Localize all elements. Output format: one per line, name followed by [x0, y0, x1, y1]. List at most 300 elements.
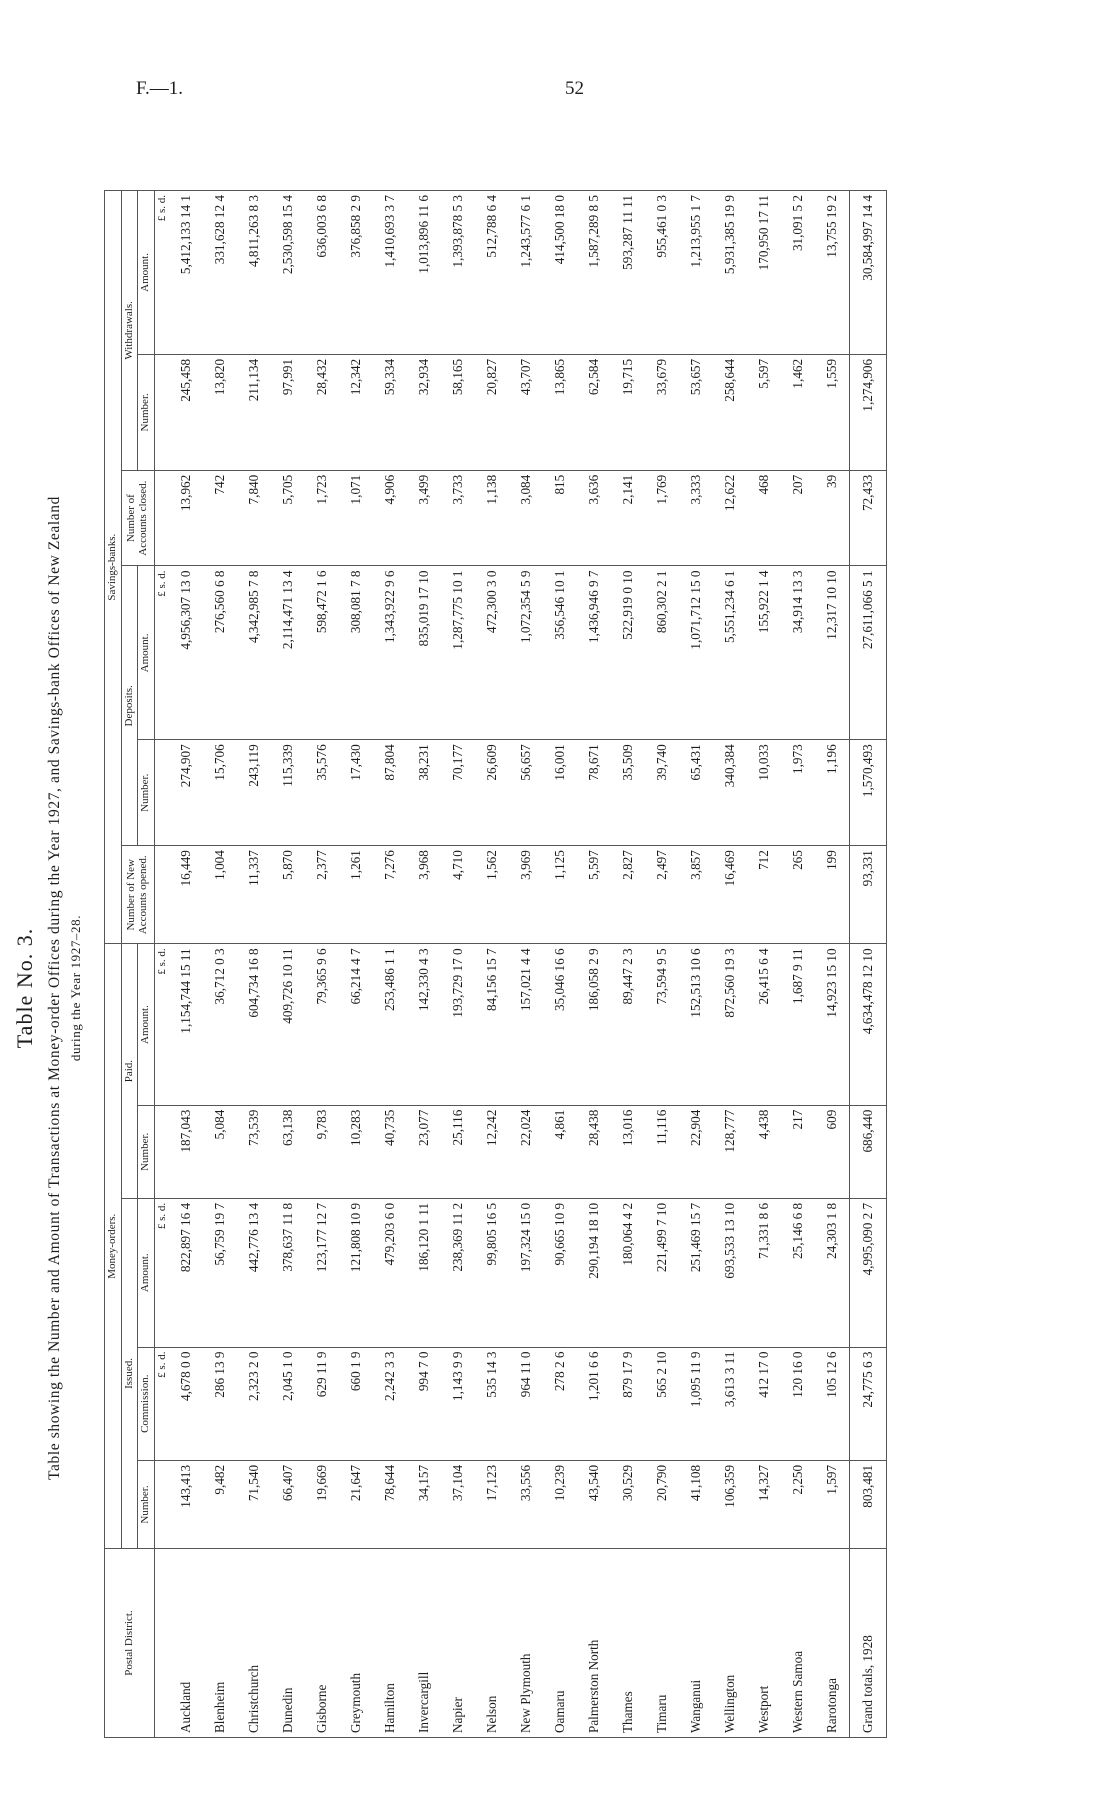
deposits-amount-cell: 1,343,922 9 6 [373, 566, 407, 740]
paid-amount-header: Amount. [138, 944, 155, 1105]
paid-number-cell: 187,043 [169, 1105, 203, 1198]
page-number: 52 [565, 78, 584, 99]
issued-commission-cell: 879 17 9 [611, 1347, 645, 1460]
district-cell: Gisborne [305, 1549, 339, 1738]
paid-number-cell: 686,440 [849, 1105, 886, 1198]
deposits-number-cell: 115,339 [271, 740, 305, 846]
paid-number-cell: 217 [781, 1105, 815, 1198]
new-accounts-cell: 1,261 [339, 846, 373, 944]
paid-amount-cell: 1,687 9 11 [781, 944, 815, 1105]
paid-number-cell: 73,539 [237, 1105, 271, 1198]
withdrawals-amount-cell: 31,091 5 2 [781, 191, 815, 355]
district-cell: Thames [611, 1549, 645, 1738]
table-row [407, 191, 441, 1738]
table-label: Table No. 3. [12, 927, 37, 1049]
deposits-amount-cell: 5,551,234 6 1 [713, 566, 747, 740]
issued-number-cell: 106,359 [713, 1460, 747, 1548]
district-cell: New Plymouth [509, 1549, 543, 1738]
district-cell: Nelson [475, 1549, 509, 1738]
deposits-number-header: Number. [138, 740, 155, 846]
withdrawals-amount-cell: 30,584,997 14 4 [849, 191, 886, 355]
paid-number-cell: 12,242 [475, 1105, 509, 1198]
issued-number-cell: 2,250 [781, 1460, 815, 1548]
paid-amount-cell: 79,365 9 6 [305, 944, 339, 1105]
deposits-number-cell: 1,570,493 [849, 740, 886, 846]
issued-amount-cell: 378,637 11 8 [271, 1198, 305, 1347]
new-accounts-cell: 16,449 [169, 846, 203, 944]
new-accounts-cell: 3,857 [679, 846, 713, 944]
deposits-amount-cell: 4,956,307 13 0 [169, 566, 203, 740]
withdrawals-number-cell: 19,715 [611, 354, 645, 470]
units-label: £ s. d. [154, 1347, 169, 1460]
withdrawals-amount-cell: 4,811,263 8 3 [237, 191, 271, 355]
withdrawals-amount-cell: 5,931,385 19 9 [713, 191, 747, 355]
deposits-amount-header: Amount. [138, 566, 155, 740]
withdrawals-number-cell: 245,458 [169, 354, 203, 470]
issued-amount-cell: 123,177 12 7 [305, 1198, 339, 1347]
accounts-closed-cell: 3,333 [679, 470, 713, 566]
paid-number-header: Number. [138, 1105, 155, 1198]
table-row [543, 191, 577, 1738]
accounts-closed-cell: 4,906 [373, 470, 407, 566]
issued-amount-cell: 56,759 19 7 [203, 1198, 237, 1347]
withdrawals-amount-cell: 414,500 18 0 [543, 191, 577, 355]
district-cell: Wanganui [679, 1549, 713, 1738]
issued-amount-cell: 479,203 6 0 [373, 1198, 407, 1347]
accounts-closed-header: Number of Accounts closed. [121, 470, 154, 566]
withdrawals-amount-cell: 13,755 19 2 [815, 191, 850, 355]
savings-banks-header: Savings-banks. [105, 191, 122, 944]
issued-amount-cell: 822,897 16 4 [169, 1198, 203, 1347]
withdrawals-amount-cell: 1,393,878 5 3 [441, 191, 475, 355]
district-cell: Timaru [645, 1549, 679, 1738]
deposits-number-cell: 17,430 [339, 740, 373, 846]
issued-commission-cell: 1,201 6 6 [577, 1347, 611, 1460]
withdrawals-amount-cell: 1,587,289 8 5 [577, 191, 611, 355]
withdrawals-amount-cell: 1,213,955 1 7 [679, 191, 713, 355]
deposits-amount-cell: 276,560 6 8 [203, 566, 237, 740]
issued-commission-cell: 278 2 6 [543, 1347, 577, 1460]
deposits-amount-cell: 12,317 10 10 [815, 566, 850, 740]
grand-totals-row [849, 191, 886, 1738]
accounts-closed-cell: 3,636 [577, 470, 611, 566]
deposits-number-cell: 65,431 [679, 740, 713, 846]
issued-amount-cell: 99,805 16 5 [475, 1198, 509, 1347]
accounts-closed-cell: 5,705 [271, 470, 305, 566]
withdrawals-number-cell: 33,679 [645, 354, 679, 470]
deposits-amount-cell: 1,287,775 10 1 [441, 566, 475, 740]
rotated-table-page [0, 158, 1114, 1778]
district-cell: Hamilton [373, 1549, 407, 1738]
issued-amount-cell: 251,469 15 7 [679, 1198, 713, 1347]
units-label: £ s. d. [154, 944, 169, 1105]
issued-number-cell: 71,540 [237, 1460, 271, 1548]
deposits-number-cell: 39,740 [645, 740, 679, 846]
header-row-columns [138, 191, 155, 1738]
issued-amount-cell: 238,369 11 2 [441, 1198, 475, 1347]
issued-commission-cell: 2,323 2 0 [237, 1347, 271, 1460]
withdrawals-header: Withdrawals. [121, 191, 138, 471]
units-label: £ s. d. [154, 1198, 169, 1347]
header-row-subgroups [121, 191, 138, 1738]
issued-commission-cell: 535 14 3 [475, 1347, 509, 1460]
withdrawals-amount-cell: 955,461 0 3 [645, 191, 679, 355]
paid-number-cell: 63,138 [271, 1105, 305, 1198]
issued-commission-cell: 3,613 3 11 [713, 1347, 747, 1460]
deposits-amount-cell: 155,922 1 4 [747, 566, 781, 740]
deposits-number-cell: 340,384 [713, 740, 747, 846]
paid-number-cell: 10,283 [339, 1105, 373, 1198]
paid-amount-cell: 73,594 9 5 [645, 944, 679, 1105]
accounts-closed-cell: 3,499 [407, 470, 441, 566]
issued-number-cell: 43,540 [577, 1460, 611, 1548]
issued-amount-cell: 693,533 13 10 [713, 1198, 747, 1347]
postal-district-header: Postal District. [105, 1549, 155, 1738]
new-accounts-cell: 5,597 [577, 846, 611, 944]
withdrawals-number-cell: 211,134 [237, 354, 271, 470]
table-row [271, 191, 305, 1738]
table-subtitle: during the Year 1927–28. [68, 914, 83, 1062]
issued-amount-cell: 4,995,090 2 7 [849, 1198, 886, 1347]
accounts-closed-cell: 7,840 [237, 470, 271, 566]
paid-amount-cell: 604,734 16 8 [237, 944, 271, 1105]
new-accounts-cell: 3,968 [407, 846, 441, 944]
deposits-amount-cell: 1,071,712 15 0 [679, 566, 713, 740]
deposits-number-cell: 87,804 [373, 740, 407, 846]
withdrawals-amount-cell: 636,003 6 8 [305, 191, 339, 355]
accounts-closed-cell: 742 [203, 470, 237, 566]
deposits-number-cell: 38,231 [407, 740, 441, 846]
issued-number-cell: 803,481 [849, 1460, 886, 1548]
deposits-amount-cell: 308,081 7 8 [339, 566, 373, 740]
accounts-closed-cell: 1,071 [339, 470, 373, 566]
issued-number-cell: 19,669 [305, 1460, 339, 1548]
paid-amount-cell: 409,726 10 11 [271, 944, 305, 1105]
deposits-number-cell: 1,973 [781, 740, 815, 846]
table-row [781, 191, 815, 1738]
withdrawals-amount-cell: 170,950 17 11 [747, 191, 781, 355]
table-row [475, 191, 509, 1738]
district-cell: Western Samoa [781, 1549, 815, 1738]
withdrawals-amount-cell: 1,243,577 6 1 [509, 191, 543, 355]
accounts-closed-cell: 3,733 [441, 470, 475, 566]
withdrawals-number-cell: 32,934 [407, 354, 441, 470]
table-row [237, 191, 271, 1738]
issued-commission-cell: 629 11 9 [305, 1347, 339, 1460]
issued-commission-cell: 994 7 0 [407, 1347, 441, 1460]
new-accounts-cell: 2,497 [645, 846, 679, 944]
district-cell: Greymouth [339, 1549, 373, 1738]
deposits-amount-cell: 1,072,354 5 9 [509, 566, 543, 740]
units-label: £ s. d. [154, 191, 169, 355]
issued-commission-cell: 105 12 6 [815, 1347, 850, 1460]
district-cell: Westport [747, 1549, 781, 1738]
withdrawals-amount-cell: 331,628 12 4 [203, 191, 237, 355]
table-row [645, 191, 679, 1738]
new-accounts-cell: 2,827 [611, 846, 645, 944]
district-cell: Grand totals, 1928 [849, 1549, 886, 1738]
withdrawals-amount-cell: 5,412,133 14 1 [169, 191, 203, 355]
issued-number-cell: 20,790 [645, 1460, 679, 1548]
issued-number-cell: 10,239 [543, 1460, 577, 1548]
money-orders-header: Money-orders. [105, 944, 122, 1549]
accounts-closed-cell: 72,433 [849, 470, 886, 566]
deposits-number-cell: 15,706 [203, 740, 237, 846]
issued-amount-cell: 197,324 15 0 [509, 1198, 543, 1347]
withdrawals-number-cell: 1,274,906 [849, 354, 886, 470]
deposits-amount-cell: 598,472 1 6 [305, 566, 339, 740]
accounts-closed-cell: 39 [815, 470, 850, 566]
issued-commission-cell: 24,775 6 3 [849, 1347, 886, 1460]
new-accounts-cell: 265 [781, 846, 815, 944]
transactions-table [104, 190, 887, 1738]
deposits-number-cell: 1,196 [815, 740, 850, 846]
paid-amount-cell: 66,214 4 7 [339, 944, 373, 1105]
withdrawals-amount-cell: 376,858 2 9 [339, 191, 373, 355]
paid-amount-cell: 152,513 10 6 [679, 944, 713, 1105]
issued-commission-cell: 2,045 1 0 [271, 1347, 305, 1460]
withdrawals-number-cell: 13,865 [543, 354, 577, 470]
withdrawals-number-cell: 58,165 [441, 354, 475, 470]
issued-amount-cell: 442,776 13 4 [237, 1198, 271, 1347]
deposits-amount-cell: 2,114,471 13 4 [271, 566, 305, 740]
deposits-number-cell: 10,033 [747, 740, 781, 846]
page-reference: F.—1. [136, 78, 184, 99]
table-row [713, 191, 747, 1738]
deposits-amount-cell: 27,611,066 5 1 [849, 566, 886, 740]
accounts-closed-cell: 1,769 [645, 470, 679, 566]
paid-number-cell: 4,438 [747, 1105, 781, 1198]
issued-number-cell: 30,529 [611, 1460, 645, 1548]
paid-amount-cell: 157,021 4 4 [509, 944, 543, 1105]
district-cell: Napier [441, 1549, 475, 1738]
paid-amount-cell: 186,058 2 9 [577, 944, 611, 1105]
issued-amount-cell: 180,064 4 2 [611, 1198, 645, 1347]
paid-amount-cell: 26,415 6 4 [747, 944, 781, 1105]
paid-header: Paid. [121, 944, 138, 1199]
issued-amount-cell: 25,146 6 8 [781, 1198, 815, 1347]
withdrawals-amount-cell: 593,287 11 11 [611, 191, 645, 355]
issued-number-cell: 21,647 [339, 1460, 373, 1548]
issued-amount-cell: 90,665 10 9 [543, 1198, 577, 1347]
district-cell: Palmerston North [577, 1549, 611, 1738]
paid-amount-cell: 4,634,478 12 10 [849, 944, 886, 1105]
district-cell: Oamaru [543, 1549, 577, 1738]
paid-amount-cell: 35,046 16 6 [543, 944, 577, 1105]
paid-number-cell: 9,783 [305, 1105, 339, 1198]
paid-number-cell: 25,116 [441, 1105, 475, 1198]
paid-number-cell: 40,735 [373, 1105, 407, 1198]
paid-number-cell: 609 [815, 1105, 850, 1198]
paid-amount-cell: 84,156 15 7 [475, 944, 509, 1105]
table-row [339, 191, 373, 1738]
deposits-number-cell: 26,609 [475, 740, 509, 846]
deposits-amount-cell: 860,302 2 1 [645, 566, 679, 740]
issued-number-cell: 41,108 [679, 1460, 713, 1548]
paid-number-cell: 11,116 [645, 1105, 679, 1198]
new-accounts-cell: 1,004 [203, 846, 237, 944]
issued-number-cell: 78,644 [373, 1460, 407, 1548]
issued-amount-cell: 290,194 18 10 [577, 1198, 611, 1347]
new-accounts-cell: 7,276 [373, 846, 407, 944]
table-row [815, 191, 850, 1738]
accounts-closed-cell: 1,138 [475, 470, 509, 566]
district-cell: Rarotonga [815, 1549, 850, 1738]
issued-amount-header: Amount. [138, 1198, 155, 1347]
withdrawals-number-header: Number. [138, 354, 155, 470]
table-row [577, 191, 611, 1738]
issued-number-cell: 14,327 [747, 1460, 781, 1548]
paid-amount-cell: 36,712 0 3 [203, 944, 237, 1105]
issued-amount-cell: 186,120 1 11 [407, 1198, 441, 1347]
issued-number-cell: 9,482 [203, 1460, 237, 1548]
table-title: Table showing the Number and Amount of Transactions at Money-order Offices during the Year 1927, and Savings-bank Offices of New Zealand [46, 496, 63, 1480]
district-cell: Auckland [169, 1549, 203, 1738]
deposits-amount-cell: 356,546 10 1 [543, 566, 577, 740]
district-cell: Invercargill [407, 1549, 441, 1738]
withdrawals-number-cell: 1,559 [815, 354, 850, 470]
table-row [509, 191, 543, 1738]
issued-commission-cell: 660 1 9 [339, 1347, 373, 1460]
table-row [679, 191, 713, 1738]
new-accounts-cell: 1,125 [543, 846, 577, 944]
deposits-amount-cell: 1,436,946 9 7 [577, 566, 611, 740]
issued-commission-header: Commission. [138, 1347, 155, 1460]
table-row [747, 191, 781, 1738]
accounts-closed-cell: 815 [543, 470, 577, 566]
issued-commission-cell: 565 2 10 [645, 1347, 679, 1460]
new-accounts-cell: 3,969 [509, 846, 543, 944]
table-row [441, 191, 475, 1738]
deposits-header: Deposits. [121, 566, 138, 846]
deposits-amount-cell: 522,919 0 10 [611, 566, 645, 740]
units-row [154, 191, 169, 1738]
accounts-closed-cell: 2,141 [611, 470, 645, 566]
new-accounts-cell: 4,710 [441, 846, 475, 944]
withdrawals-number-cell: 5,597 [747, 354, 781, 470]
deposits-number-cell: 78,671 [577, 740, 611, 846]
deposits-amount-cell: 472,300 3 0 [475, 566, 509, 740]
new-accounts-cell: 2,377 [305, 846, 339, 944]
deposits-number-cell: 56,657 [509, 740, 543, 846]
issued-number-cell: 66,407 [271, 1460, 305, 1548]
new-accounts-cell: 11,337 [237, 846, 271, 944]
withdrawals-number-cell: 1,462 [781, 354, 815, 470]
paid-number-cell: 13,016 [611, 1105, 645, 1198]
table-row [203, 191, 237, 1738]
deposits-number-cell: 35,576 [305, 740, 339, 846]
paid-number-cell: 22,024 [509, 1105, 543, 1198]
withdrawals-number-cell: 12,342 [339, 354, 373, 470]
accounts-closed-cell: 3,084 [509, 470, 543, 566]
new-accounts-cell: 199 [815, 846, 850, 944]
issued-amount-cell: 71,331 8 6 [747, 1198, 781, 1347]
issued-commission-cell: 4,678 0 0 [169, 1347, 203, 1460]
withdrawals-amount-cell: 1,410,693 3 7 [373, 191, 407, 355]
paid-amount-cell: 872,560 19 3 [713, 944, 747, 1105]
issued-amount-cell: 221,499 7 10 [645, 1198, 679, 1347]
withdrawals-amount-header: Amount. [138, 191, 155, 355]
issued-amount-cell: 121,808 10 9 [339, 1198, 373, 1347]
paid-amount-cell: 193,729 17 0 [441, 944, 475, 1105]
deposits-amount-cell: 835,019 17 10 [407, 566, 441, 740]
paid-number-cell: 5,084 [203, 1105, 237, 1198]
issued-number-cell: 33,556 [509, 1460, 543, 1548]
deposits-number-cell: 35,509 [611, 740, 645, 846]
district-cell: Christchurch [237, 1549, 271, 1738]
withdrawals-number-cell: 53,657 [679, 354, 713, 470]
new-accounts-cell: 16,469 [713, 846, 747, 944]
withdrawals-number-cell: 20,827 [475, 354, 509, 470]
withdrawals-amount-cell: 512,788 6 4 [475, 191, 509, 355]
new-accounts-cell: 712 [747, 846, 781, 944]
issued-number-cell: 1,597 [815, 1460, 850, 1548]
new-accounts-header: Number of New Accounts opened. [121, 846, 154, 944]
deposits-amount-cell: 4,342,985 7 8 [237, 566, 271, 740]
table-row [169, 191, 203, 1738]
paid-number-cell: 23,077 [407, 1105, 441, 1198]
accounts-closed-cell: 1,723 [305, 470, 339, 566]
deposits-number-cell: 16,001 [543, 740, 577, 846]
deposits-amount-cell: 34,914 13 3 [781, 566, 815, 740]
issued-commission-cell: 412 17 0 [747, 1347, 781, 1460]
withdrawals-number-cell: 62,584 [577, 354, 611, 470]
deposits-number-cell: 243,119 [237, 740, 271, 846]
issued-number-cell: 143,413 [169, 1460, 203, 1548]
header-row-groups [105, 191, 122, 1738]
accounts-closed-cell: 13,962 [169, 470, 203, 566]
withdrawals-number-cell: 97,991 [271, 354, 305, 470]
accounts-closed-cell: 207 [781, 470, 815, 566]
accounts-closed-cell: 468 [747, 470, 781, 566]
issued-commission-cell: 120 16 0 [781, 1347, 815, 1460]
issued-number-cell: 37,104 [441, 1460, 475, 1548]
issued-number-cell: 17,123 [475, 1460, 509, 1548]
district-cell: Dunedin [271, 1549, 305, 1738]
withdrawals-number-cell: 59,334 [373, 354, 407, 470]
table-row [373, 191, 407, 1738]
issued-commission-cell: 1,095 11 9 [679, 1347, 713, 1460]
table-row [305, 191, 339, 1738]
issued-commission-cell: 2,242 3 3 [373, 1347, 407, 1460]
issued-commission-cell: 286 13 9 [203, 1347, 237, 1460]
paid-number-cell: 4,861 [543, 1105, 577, 1198]
withdrawals-amount-cell: 2,530,598 15 4 [271, 191, 305, 355]
new-accounts-cell: 93,331 [849, 846, 886, 944]
paid-amount-cell: 253,486 1 1 [373, 944, 407, 1105]
paid-amount-cell: 142,330 4 3 [407, 944, 441, 1105]
issued-commission-cell: 1,143 9 9 [441, 1347, 475, 1460]
accounts-closed-cell: 12,622 [713, 470, 747, 566]
new-accounts-cell: 1,562 [475, 846, 509, 944]
deposits-number-cell: 274,907 [169, 740, 203, 846]
issued-header: Issued. [121, 1198, 138, 1548]
issued-amount-cell: 24,303 1 8 [815, 1198, 850, 1347]
paid-amount-cell: 14,923 15 10 [815, 944, 850, 1105]
paid-amount-cell: 1,154,744 15 11 [169, 944, 203, 1105]
withdrawals-number-cell: 28,432 [305, 354, 339, 470]
withdrawals-number-cell: 13,820 [203, 354, 237, 470]
deposits-number-cell: 70,177 [441, 740, 475, 846]
withdrawals-number-cell: 43,707 [509, 354, 543, 470]
paid-number-cell: 28,438 [577, 1105, 611, 1198]
new-accounts-cell: 5,870 [271, 846, 305, 944]
withdrawals-amount-cell: 1,013,896 11 6 [407, 191, 441, 355]
district-cell: Blenheim [203, 1549, 237, 1738]
withdrawals-number-cell: 258,644 [713, 354, 747, 470]
paid-amount-cell: 89,447 2 3 [611, 944, 645, 1105]
paid-number-cell: 128,777 [713, 1105, 747, 1198]
